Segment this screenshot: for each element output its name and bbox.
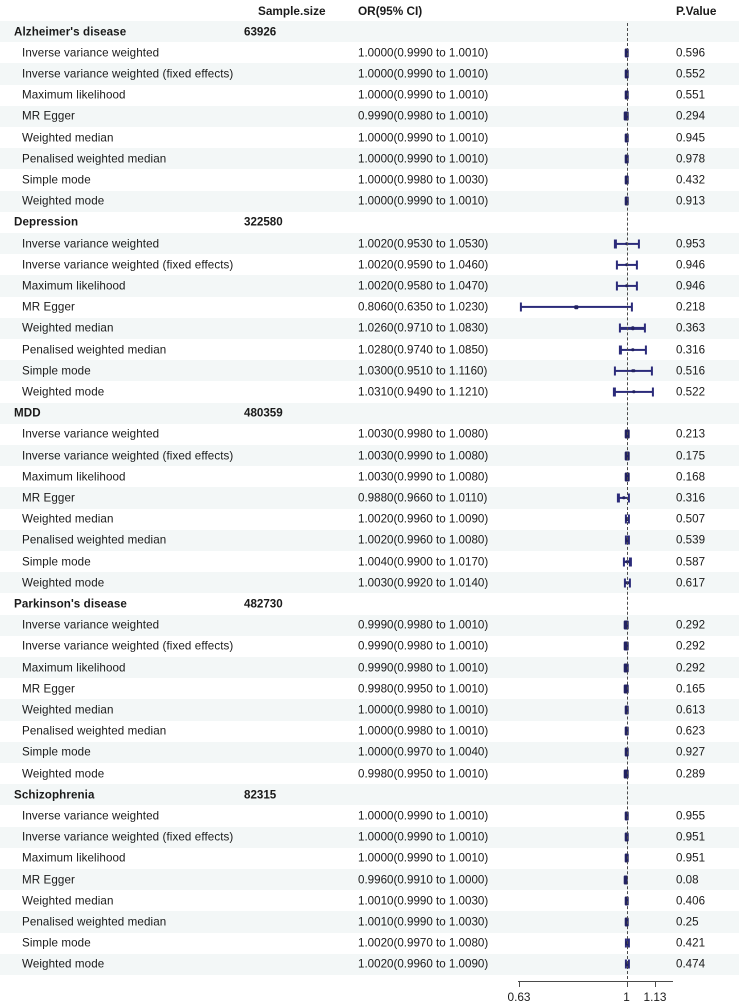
or-ci-value: 0.9880(0.9660 to 1.0110): [358, 491, 488, 505]
header-p-value: P.Value: [676, 3, 717, 18]
p-value: 0.213: [676, 427, 706, 441]
or-ci-value: 0.9990(0.9980 to 1.0010): [358, 109, 489, 123]
table-row: [0, 954, 739, 975]
method-label: Simple mode: [22, 555, 91, 569]
table-row: [0, 657, 739, 678]
p-value: 0.552: [676, 67, 706, 81]
or-ci-value: 1.0000(0.9990 to 1.0010): [358, 194, 489, 208]
p-value: 0.316: [676, 491, 706, 505]
or-ci-value: 1.0010(0.9990 to 1.0030): [358, 894, 489, 908]
table-row: [0, 530, 739, 551]
table-row: [0, 911, 739, 932]
or-ci-value: 1.0020(0.9970 to 1.0080): [358, 936, 489, 950]
p-value: 0.953: [676, 237, 706, 251]
table-row: [0, 721, 739, 742]
method-label: Inverse variance weighted (fixed effects): [22, 830, 234, 844]
method-label: MR Egger: [22, 300, 75, 314]
method-label: MR Egger: [22, 682, 75, 696]
group-sample-size: 480359: [244, 406, 283, 420]
or-ci-value: 1.0020(0.9960 to 1.0090): [358, 957, 489, 971]
group-name: MDD: [14, 406, 41, 420]
p-value: 0.516: [676, 364, 706, 378]
method-label: Inverse variance weighted (fixed effects): [22, 639, 234, 653]
method-label: Weighted median: [22, 131, 114, 145]
method-label: Maximum likelihood: [22, 279, 126, 293]
table-row: [0, 42, 739, 63]
p-value: 0.613: [676, 703, 706, 717]
or-ci-value: 1.0030(0.9990 to 1.0080): [358, 449, 489, 463]
group-header-row: [0, 21, 739, 42]
or-ci-value: 1.0310(0.9490 to 1.1210): [358, 385, 489, 399]
axis-tick: [655, 981, 656, 987]
p-value: 0.927: [676, 745, 706, 759]
or-ci-value: 1.0020(0.9580 to 1.0470): [358, 279, 489, 293]
or-ci-value: 1.0000(0.9990 to 1.0010): [358, 46, 489, 60]
p-value: 0.289: [676, 767, 706, 781]
table-row: [0, 827, 739, 848]
p-value: 0.165: [676, 682, 706, 696]
or-ci-value: 0.9980(0.9950 to 1.0010): [358, 767, 489, 781]
method-label: Penalised weighted median: [22, 915, 167, 929]
table-row: [0, 169, 739, 190]
group-name: Schizophrenia: [14, 788, 95, 802]
table-row: [0, 85, 739, 106]
table-row: [0, 572, 739, 593]
group-header-row: [0, 593, 739, 614]
or-ci-value: 0.9990(0.9980 to 1.0010): [358, 618, 489, 632]
table-row: [0, 551, 739, 572]
axis-baseline: [518, 981, 673, 982]
p-value: 0.951: [676, 851, 706, 865]
method-label: Maximum likelihood: [22, 470, 126, 484]
p-value: 0.175: [676, 449, 706, 463]
or-ci-value: 1.0000(0.9990 to 1.0010): [358, 830, 489, 844]
or-ci-value: 1.0020(0.9960 to 1.0090): [358, 512, 489, 526]
p-value: 0.218: [676, 300, 706, 314]
or-ci-value: 1.0040(0.9900 to 1.0170): [358, 555, 489, 569]
p-value: 0.292: [676, 618, 706, 632]
table-row: [0, 742, 739, 763]
p-value: 0.946: [676, 279, 706, 293]
table-header: [0, 0, 739, 21]
table-row: [0, 127, 739, 148]
or-ci-value: 1.0260(0.9710 to 1.0830): [358, 321, 489, 335]
method-label: Penalised weighted median: [22, 152, 167, 166]
method-label: Maximum likelihood: [22, 88, 126, 102]
or-ci-value: 1.0000(0.9990 to 1.0010): [358, 131, 489, 145]
method-label: Weighted mode: [22, 957, 105, 971]
p-value: 0.596: [676, 46, 706, 60]
p-value: 0.946: [676, 258, 706, 272]
table-row: [0, 254, 739, 275]
table-row: [0, 466, 739, 487]
method-label: Inverse variance weighted: [22, 809, 160, 823]
table-row: [0, 699, 739, 720]
p-value: 0.617: [676, 576, 706, 590]
or-ci-value: 1.0020(0.9590 to 1.0460): [358, 258, 489, 272]
p-value: 0.507: [676, 512, 706, 526]
axis-tick-label: 0.63: [507, 990, 531, 1004]
table-row: [0, 848, 739, 869]
method-label: Simple mode: [22, 173, 91, 187]
table-row: [0, 805, 739, 826]
axis-tick: [627, 981, 628, 987]
table-row: [0, 509, 739, 530]
p-value: 0.168: [676, 470, 706, 484]
table-row: [0, 424, 739, 445]
table-row: [0, 106, 739, 127]
method-label: Penalised weighted median: [22, 343, 167, 357]
method-label: Simple mode: [22, 364, 91, 378]
or-ci-value: 1.0030(0.9980 to 1.0080): [358, 427, 489, 441]
p-value: 0.406: [676, 894, 706, 908]
table-row: [0, 148, 739, 169]
table-row: [0, 869, 739, 890]
p-value: 0.294: [676, 109, 706, 123]
header-sample-size: Sample.size: [258, 3, 326, 18]
method-label: Inverse variance weighted (fixed effects): [22, 67, 234, 81]
table-row: [0, 275, 739, 296]
or-ci-value: 1.0000(0.9980 to 1.0010): [358, 703, 489, 717]
method-label: Penalised weighted median: [22, 533, 167, 547]
or-ci-value: 0.9990(0.9980 to 1.0010): [358, 639, 489, 653]
method-label: MR Egger: [22, 491, 75, 505]
method-label: Inverse variance weighted: [22, 237, 160, 251]
p-value: 0.978: [676, 152, 706, 166]
p-value: 0.363: [676, 321, 706, 335]
table-row: [0, 233, 739, 254]
table-row: [0, 63, 739, 84]
p-value: 0.08: [676, 873, 699, 887]
or-ci-value: 1.0000(0.9990 to 1.0010): [358, 851, 489, 865]
table-row: [0, 445, 739, 466]
axis-tick-label: 1: [623, 990, 630, 1004]
method-label: Simple mode: [22, 745, 91, 759]
method-label: Simple mode: [22, 936, 91, 950]
or-ci-value: 1.0280(0.9740 to 1.0850): [358, 343, 489, 357]
or-ci-value: 1.0000(0.9970 to 1.0040): [358, 745, 489, 759]
table-row: [0, 636, 739, 657]
header-or-ci: OR(95% CI): [358, 3, 423, 18]
table-row: [0, 297, 739, 318]
group-sample-size: 322580: [244, 215, 283, 229]
or-ci-value: 1.0000(0.9990 to 1.0010): [358, 809, 489, 823]
p-value: 0.316: [676, 343, 706, 357]
table-row: [0, 615, 739, 636]
p-value: 0.945: [676, 131, 706, 145]
table-row: [0, 487, 739, 508]
p-value: 0.292: [676, 661, 706, 675]
method-label: Weighted mode: [22, 194, 105, 208]
method-label: Weighted median: [22, 512, 114, 526]
group-name: Alzheimer's disease: [14, 25, 127, 39]
or-ci-value: 0.9990(0.9980 to 1.0010): [358, 661, 489, 675]
table-row: [0, 763, 739, 784]
or-ci-value: 0.9980(0.9950 to 1.0010): [358, 682, 489, 696]
table-row: [0, 678, 739, 699]
or-ci-value: 1.0030(0.9990 to 1.0080): [358, 470, 489, 484]
p-value: 0.292: [676, 639, 706, 653]
group-name: Depression: [14, 215, 79, 229]
table-row: [0, 933, 739, 954]
table-row: [0, 339, 739, 360]
group-header-row: [0, 212, 739, 233]
p-value: 0.432: [676, 173, 706, 187]
or-ci-value: 1.0030(0.9920 to 1.0140): [358, 576, 489, 590]
group-header-row: [0, 403, 739, 424]
group-sample-size: 482730: [244, 597, 283, 611]
p-value: 0.522: [676, 385, 706, 399]
or-ci-value: 1.0000(0.9990 to 1.0010): [358, 67, 489, 81]
method-label: Weighted median: [22, 894, 114, 908]
or-ci-value: 1.0300(0.9510 to 1.1160): [358, 364, 488, 378]
method-label: Maximum likelihood: [22, 661, 126, 675]
group-name: Parkinson's disease: [14, 597, 127, 611]
method-label: MR Egger: [22, 109, 75, 123]
or-ci-value: 1.0000(0.9980 to 1.0010): [358, 724, 489, 738]
method-label: Inverse variance weighted: [22, 427, 160, 441]
p-value: 0.474: [676, 957, 706, 971]
p-value: 0.587: [676, 555, 706, 569]
p-value: 0.955: [676, 809, 706, 823]
table-row: [0, 890, 739, 911]
table-row: [0, 318, 739, 339]
or-ci-value: 0.9960(0.9910 to 1.0000): [358, 873, 489, 887]
method-label: Maximum likelihood: [22, 851, 126, 865]
p-value: 0.913: [676, 194, 706, 208]
group-sample-size: 82315: [244, 788, 277, 802]
or-ci-value: 1.0020(0.9530 to 1.0530): [358, 237, 489, 251]
method-label: Penalised weighted median: [22, 724, 167, 738]
or-ci-value: 0.8060(0.6350 to 1.0230): [358, 300, 489, 314]
group-header-row: [0, 784, 739, 805]
p-value: 0.539: [676, 533, 706, 547]
table-row: [0, 381, 739, 402]
or-ci-value: 1.0010(0.9990 to 1.0030): [358, 915, 489, 929]
axis-tick: [519, 981, 520, 987]
method-label: Weighted median: [22, 703, 114, 717]
group-sample-size: 63926: [244, 25, 277, 39]
method-label: Inverse variance weighted: [22, 46, 160, 60]
method-label: MR Egger: [22, 873, 75, 887]
p-value: 0.421: [676, 936, 706, 950]
p-value: 0.623: [676, 724, 706, 738]
or-ci-value: 1.0020(0.9960 to 1.0080): [358, 533, 489, 547]
method-label: Inverse variance weighted: [22, 618, 160, 632]
or-ci-value: 1.0000(0.9990 to 1.0010): [358, 88, 489, 102]
method-label: Weighted mode: [22, 576, 105, 590]
p-value: 0.551: [676, 88, 706, 102]
method-label: Inverse variance weighted (fixed effects): [22, 449, 234, 463]
or-ci-value: 1.0000(0.9980 to 1.0030): [358, 173, 489, 187]
p-value: 0.951: [676, 830, 706, 844]
method-label: Weighted median: [22, 321, 114, 335]
axis-tick-label: 1.13: [643, 990, 667, 1004]
method-label: Weighted mode: [22, 385, 105, 399]
table-row: [0, 360, 739, 381]
method-label: Inverse variance weighted (fixed effects): [22, 258, 234, 272]
or-ci-value: 1.0000(0.9990 to 1.0010): [358, 152, 489, 166]
p-value: 0.25: [676, 915, 699, 929]
method-label: Weighted mode: [22, 767, 105, 781]
table-row: [0, 191, 739, 212]
